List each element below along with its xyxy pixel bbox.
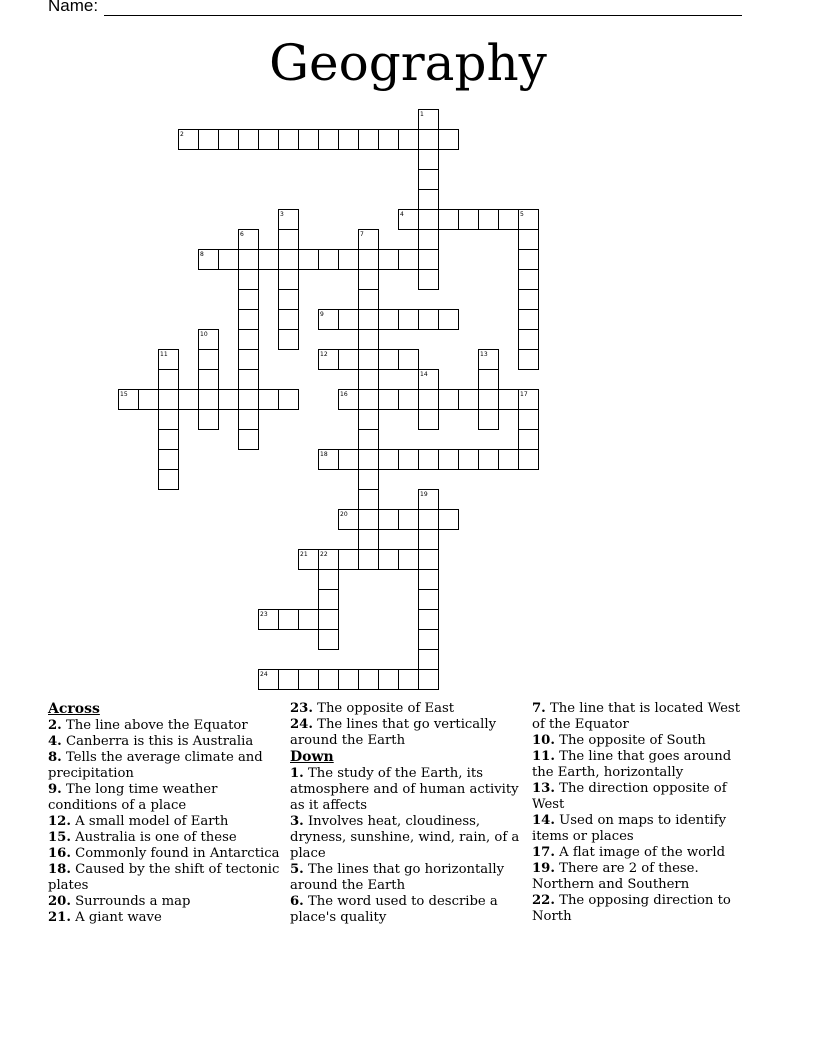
across-clue xyxy=(48,814,288,830)
grid-cell[interactable] xyxy=(219,130,239,150)
down-clue-number: 19. xyxy=(532,861,555,876)
grid-cell[interactable] xyxy=(439,210,459,230)
grid-cell[interactable] xyxy=(279,330,299,350)
grid-cell[interactable] xyxy=(479,410,499,430)
grid-cell[interactable] xyxy=(359,330,379,350)
grid-cell[interactable] xyxy=(359,250,379,270)
down-clue-text: The opposing direction to North xyxy=(532,893,731,924)
grid-cell[interactable] xyxy=(259,250,279,270)
grid-cell[interactable] xyxy=(359,670,379,690)
clue-number-2: 2 xyxy=(180,131,184,138)
across-clue-number: 4. xyxy=(48,734,62,749)
clue-number-15: 15 xyxy=(120,391,128,398)
across-clue-text: Tells the average climate and precipitation xyxy=(48,750,263,781)
clue-number-14: 14 xyxy=(420,371,428,378)
grid-cell[interactable] xyxy=(239,130,259,150)
grid-cell[interactable] xyxy=(339,130,359,150)
clue-number-17: 17 xyxy=(520,391,528,398)
down-clue xyxy=(532,733,747,749)
grid-cell[interactable] xyxy=(279,250,299,270)
down-clue xyxy=(532,813,747,845)
grid-cell[interactable] xyxy=(359,430,379,450)
grid-cell[interactable] xyxy=(359,370,379,390)
grid-cell[interactable] xyxy=(239,350,259,370)
grid-cell[interactable] xyxy=(239,390,259,410)
across-clue-number: 18. xyxy=(48,862,71,877)
down-clue xyxy=(532,893,747,925)
down-clue-text: Used on maps to identify items or places xyxy=(532,813,727,844)
grid-cell[interactable] xyxy=(199,370,219,390)
across-clue-text: Australia is one of these xyxy=(70,830,237,845)
down-clue-number: 14. xyxy=(532,813,555,828)
across-clue xyxy=(48,846,288,862)
grid-cell[interactable] xyxy=(319,670,339,690)
clue-number-7: 7 xyxy=(360,231,364,238)
grid-cell[interactable] xyxy=(419,190,439,210)
clue-number-19: 19 xyxy=(420,491,428,498)
grid-cell[interactable] xyxy=(399,350,419,370)
grid-cell[interactable] xyxy=(379,390,399,410)
down-clue xyxy=(532,701,747,733)
grid-cell[interactable] xyxy=(379,450,399,470)
down-clue-number: 11. xyxy=(532,749,555,764)
grid-cell[interactable] xyxy=(439,510,459,530)
down-clue-text: The opposite of South xyxy=(554,733,706,748)
down-clue-text: The lines that go horizontally around the Earth xyxy=(290,862,505,893)
grid-cell[interactable] xyxy=(159,450,179,470)
grid-cell[interactable] xyxy=(199,390,219,410)
grid-cell[interactable] xyxy=(419,150,439,170)
grid-cell[interactable] xyxy=(419,590,439,610)
down-clue-text: There are 2 of these. Northern and Southern xyxy=(532,861,699,892)
grid-cell[interactable] xyxy=(199,410,219,430)
grid-cell[interactable] xyxy=(279,130,299,150)
grid-cell[interactable] xyxy=(159,390,179,410)
down-clue xyxy=(532,861,747,893)
grid-cell[interactable] xyxy=(319,630,339,650)
grid-cell[interactable] xyxy=(419,310,439,330)
across-clue-number: 20. xyxy=(48,894,71,909)
across-clue-text: A giant wave xyxy=(70,910,162,925)
across-clue xyxy=(48,718,288,734)
grid-cell[interactable] xyxy=(359,450,379,470)
grid-cell[interactable] xyxy=(279,610,299,630)
clue-number-12: 12 xyxy=(320,351,328,358)
clue-number-18: 18 xyxy=(320,451,328,458)
grid-cell[interactable] xyxy=(419,210,439,230)
grid-cell[interactable] xyxy=(399,450,419,470)
grid-cell[interactable] xyxy=(279,390,299,410)
down-clue-text: Involves heat, cloudiness, dryness, sunshine, wind, rain, of a place xyxy=(290,814,520,861)
grid-cell[interactable] xyxy=(199,130,219,150)
grid-cell[interactable] xyxy=(419,630,439,650)
across-clue xyxy=(48,830,288,846)
grid-cell[interactable] xyxy=(459,390,479,410)
clue-number-4: 4 xyxy=(400,211,404,218)
down-clue-text: The direction opposite of West xyxy=(532,781,727,812)
grid-cell[interactable] xyxy=(479,390,499,410)
down-clue xyxy=(290,814,530,862)
down-clue xyxy=(290,862,530,894)
grid-cell[interactable] xyxy=(399,550,419,570)
across-clue xyxy=(290,717,530,749)
grid-cell[interactable] xyxy=(339,350,359,370)
grid-cell[interactable] xyxy=(259,130,279,150)
grid-cell[interactable] xyxy=(419,510,439,530)
grid-cell[interactable] xyxy=(359,130,379,150)
across-clue-text: Commonly found in Antarctica xyxy=(70,846,280,861)
grid-cell[interactable] xyxy=(519,270,539,290)
grid-cell[interactable] xyxy=(299,670,319,690)
grid-cell[interactable] xyxy=(379,130,399,150)
clue-number-20: 20 xyxy=(340,511,348,518)
grid-cell[interactable] xyxy=(459,210,479,230)
grid-cell[interactable] xyxy=(179,390,199,410)
grid-cell[interactable] xyxy=(419,530,439,550)
grid-cell[interactable] xyxy=(399,250,419,270)
across-clue-text: A small model of Earth xyxy=(70,814,229,829)
grid-cell[interactable] xyxy=(479,370,499,390)
grid-cell[interactable] xyxy=(379,550,399,570)
grid-cell[interactable] xyxy=(239,330,259,350)
grid-cell[interactable] xyxy=(419,670,439,690)
grid-cell[interactable] xyxy=(339,550,359,570)
down-clue-number: 13. xyxy=(532,781,555,796)
grid-cell[interactable] xyxy=(379,310,399,330)
grid-cell[interactable] xyxy=(419,130,439,150)
across-clue-number: 9. xyxy=(48,782,62,797)
grid-cell[interactable] xyxy=(419,270,439,290)
grid-cell[interactable] xyxy=(219,250,239,270)
grid-cell[interactable] xyxy=(519,410,539,430)
grid-cell[interactable] xyxy=(399,310,419,330)
grid-cell[interactable] xyxy=(239,370,259,390)
across-clue-text: Canberra is this is Australia xyxy=(61,734,254,749)
across-clue-number: 21. xyxy=(48,910,71,925)
grid-cell[interactable] xyxy=(239,410,259,430)
grid-cell[interactable] xyxy=(359,470,379,490)
grid-cell[interactable] xyxy=(359,290,379,310)
down-clue-number: 5. xyxy=(290,862,304,877)
down-clue xyxy=(532,845,747,861)
across-clue-text: Surrounds a map xyxy=(70,894,191,909)
across-clue-text: The lines that go vertically around the Earth xyxy=(290,717,497,748)
clue-number-13: 13 xyxy=(480,351,488,358)
across-clue-number: 2. xyxy=(48,718,62,733)
grid-cell[interactable] xyxy=(419,610,439,630)
across-clue-number: 15. xyxy=(48,830,71,845)
grid-cell[interactable] xyxy=(399,390,419,410)
clue-number-8: 8 xyxy=(200,251,204,258)
grid-cell[interactable] xyxy=(419,570,439,590)
down-clue-number: 10. xyxy=(532,733,555,748)
across-clue xyxy=(48,910,288,926)
grid-cell[interactable] xyxy=(279,230,299,250)
grid-cell[interactable] xyxy=(139,390,159,410)
grid-cell[interactable] xyxy=(419,450,439,470)
grid-cell[interactable] xyxy=(159,410,179,430)
clue-number-24: 24 xyxy=(260,671,268,678)
down-clue-text: The line that goes around the Earth, horizontally xyxy=(532,749,732,780)
grid-cell[interactable] xyxy=(519,230,539,250)
down-clue-text: The word used to describe a place's quality xyxy=(290,894,498,925)
page-title: Geography xyxy=(269,34,547,92)
clue-number-21: 21 xyxy=(300,551,308,558)
down-clue-number: 22. xyxy=(532,893,555,908)
down-clue-number: 1. xyxy=(290,766,304,781)
grid-cell[interactable] xyxy=(319,610,339,630)
grid-cell[interactable] xyxy=(379,350,399,370)
grid-cell[interactable] xyxy=(399,510,419,530)
grid-cell[interactable] xyxy=(279,270,299,290)
grid-cell[interactable] xyxy=(419,410,439,430)
across-clue-number: 16. xyxy=(48,846,71,861)
down-clue-text: The line that is located West of the Equator xyxy=(532,701,740,732)
grid-cell[interactable] xyxy=(319,590,339,610)
grid-cell[interactable] xyxy=(419,250,439,270)
clue-number-6: 6 xyxy=(240,231,244,238)
across-clue-number: 24. xyxy=(290,717,313,732)
grid-cell[interactable] xyxy=(519,290,539,310)
down-clue xyxy=(290,894,530,926)
grid-cell[interactable] xyxy=(259,390,279,410)
grid-cell[interactable] xyxy=(339,310,359,330)
clue-number-1: 1 xyxy=(420,111,424,118)
grid-cell[interactable] xyxy=(499,210,519,230)
grid-cell[interactable] xyxy=(419,550,439,570)
grid-cell[interactable] xyxy=(519,450,539,470)
grid-cell[interactable] xyxy=(359,310,379,330)
clue-number-16: 16 xyxy=(340,391,348,398)
grid-cell[interactable] xyxy=(159,370,179,390)
grid-cell[interactable] xyxy=(219,390,239,410)
clue-number-5: 5 xyxy=(520,211,524,218)
across-heading: Across xyxy=(48,701,100,717)
grid-cell[interactable] xyxy=(299,130,319,150)
grid-cell[interactable] xyxy=(479,450,499,470)
grid-cell[interactable] xyxy=(339,250,359,270)
clue-number-11: 11 xyxy=(160,351,168,358)
grid-cell[interactable] xyxy=(519,350,539,370)
grid-cell[interactable] xyxy=(419,170,439,190)
grid-cell[interactable] xyxy=(299,610,319,630)
grid-cell[interactable] xyxy=(379,250,399,270)
grid-cell[interactable] xyxy=(359,270,379,290)
grid-cell[interactable] xyxy=(279,670,299,690)
grid-cell[interactable] xyxy=(239,310,259,330)
grid-cell[interactable] xyxy=(499,390,519,410)
across-clue-number: 12. xyxy=(48,814,71,829)
grid-cell[interactable] xyxy=(519,250,539,270)
grid-cell[interactable] xyxy=(239,250,259,270)
across-clue-number: 23. xyxy=(290,701,313,716)
across-clue xyxy=(48,734,288,750)
grid-cell[interactable] xyxy=(299,250,319,270)
grid-cell[interactable] xyxy=(159,470,179,490)
name-label: Name: xyxy=(48,0,99,15)
grid-cell[interactable] xyxy=(359,410,379,430)
grid-cell[interactable] xyxy=(379,510,399,530)
clue-number-9: 9 xyxy=(320,311,324,318)
grid-cell[interactable] xyxy=(439,450,459,470)
across-clue xyxy=(48,782,288,814)
grid-cell[interactable] xyxy=(239,430,259,450)
clue-number-22: 22 xyxy=(320,551,328,558)
down-heading: Down xyxy=(290,749,334,765)
grid-cell[interactable] xyxy=(439,390,459,410)
grid-cell[interactable] xyxy=(439,310,459,330)
grid-cell[interactable] xyxy=(239,290,259,310)
grid-cell[interactable] xyxy=(459,450,479,470)
grid-cell[interactable] xyxy=(199,350,219,370)
grid-cell[interactable] xyxy=(419,650,439,670)
grid-cell[interactable] xyxy=(479,210,499,230)
down-clue-number: 3. xyxy=(290,814,304,829)
down-clue xyxy=(290,766,530,814)
grid-cell[interactable] xyxy=(399,130,419,150)
grid-cell[interactable] xyxy=(319,570,339,590)
grid-cell[interactable] xyxy=(319,250,339,270)
grid-cell[interactable] xyxy=(359,510,379,530)
down-clue-text: The study of the Earth, its atmosphere and of human activity as it affects xyxy=(290,766,519,813)
down-clue xyxy=(532,749,747,781)
grid-cell[interactable] xyxy=(359,530,379,550)
grid-cell[interactable] xyxy=(359,390,379,410)
clues-column-3 xyxy=(532,701,747,925)
grid-cell[interactable] xyxy=(339,670,359,690)
grid-cell[interactable] xyxy=(279,310,299,330)
grid-cell[interactable] xyxy=(279,290,299,310)
grid-cell[interactable] xyxy=(519,310,539,330)
across-clue-text: The long time weather conditions of a place xyxy=(48,782,218,813)
clue-number-3: 3 xyxy=(280,211,284,218)
grid-cell[interactable] xyxy=(359,550,379,570)
across-clue-text: The opposite of East xyxy=(312,701,455,716)
grid-cell[interactable] xyxy=(359,350,379,370)
down-clue xyxy=(532,781,747,813)
grid-cell[interactable] xyxy=(339,450,359,470)
grid-cell[interactable] xyxy=(159,430,179,450)
grid-cell[interactable] xyxy=(439,130,459,150)
clue-number-23: 23 xyxy=(260,611,268,618)
grid-cell[interactable] xyxy=(519,330,539,350)
across-clue xyxy=(48,862,288,894)
clues-column-1 xyxy=(48,701,288,926)
grid-cell[interactable] xyxy=(519,430,539,450)
clues-column-2 xyxy=(290,701,530,926)
clue-number-10: 10 xyxy=(200,331,208,338)
grid-cell[interactable] xyxy=(359,490,379,510)
grid-cell[interactable] xyxy=(239,270,259,290)
grid-cell[interactable] xyxy=(399,670,419,690)
across-clue-text: Caused by the shift of tectonic plates xyxy=(48,862,280,893)
down-clue-number: 6. xyxy=(290,894,304,909)
grid-cell[interactable] xyxy=(419,390,439,410)
grid-cell[interactable] xyxy=(319,130,339,150)
down-clue-text: A flat image of the world xyxy=(554,845,726,860)
grid-cell[interactable] xyxy=(419,230,439,250)
across-clue xyxy=(290,701,530,717)
down-clue-number: 7. xyxy=(532,701,546,716)
across-clue xyxy=(48,894,288,910)
across-clue xyxy=(48,750,288,782)
grid-cell[interactable] xyxy=(499,450,519,470)
across-clue-number: 8. xyxy=(48,750,62,765)
across-clue-text: The line above the Equator xyxy=(61,718,248,733)
grid-cell[interactable] xyxy=(379,670,399,690)
down-clue-number: 17. xyxy=(532,845,555,860)
